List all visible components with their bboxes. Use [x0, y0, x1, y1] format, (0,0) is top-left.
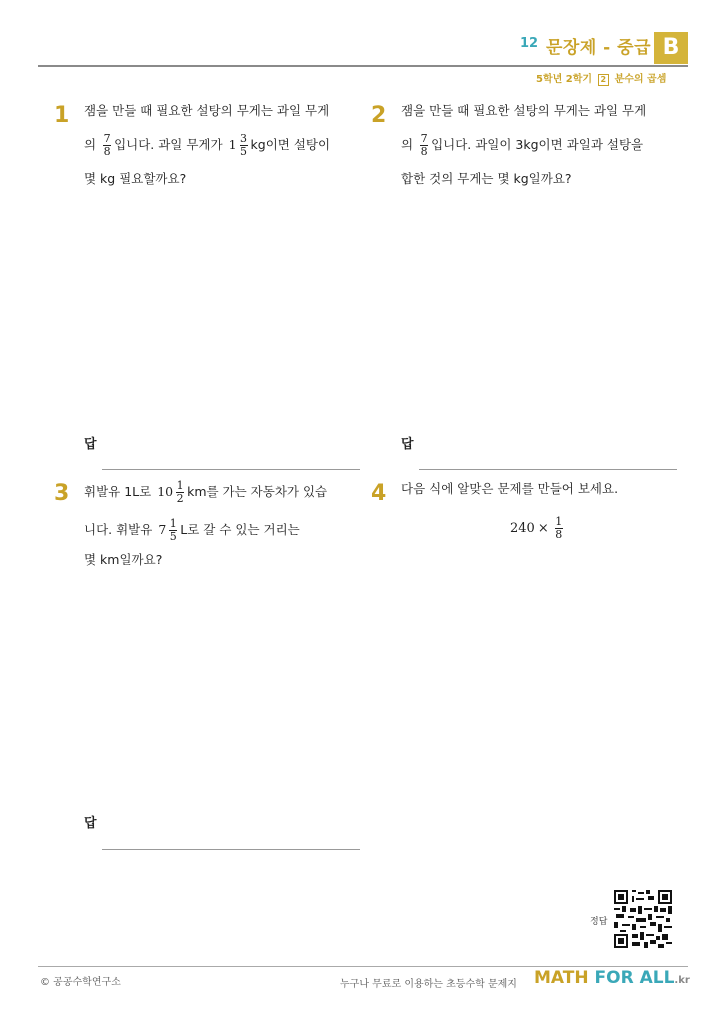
problem-2-line-1: 잼을 만들 때 필요한 설탕의 무게는 과일 무게: [401, 103, 647, 118]
fraction: $\frac{7}{8}$: [103, 132, 111, 158]
mixed-fraction: $\frac{1}{2}$: [176, 479, 184, 505]
problem-4-expression: 240 × $\frac{1}{8}$: [510, 515, 563, 541]
problem-2-text: [401, 96, 686, 194]
footer-tagline: 누구나 무료로 이용하는 초등수학 문제지: [340, 979, 517, 990]
problem-3-line-1: 휘발유 1L로 10 $\frac{1}{2}$ km를 가는 자동차가 있습: [84, 479, 328, 505]
answer-line-2[interactable]: [419, 469, 677, 470]
problem-3-line-2: 니다. 휘발유 7 $\frac{1}{5}$ L로 갈 수 있는 거리는: [84, 517, 300, 543]
unit-number: 2: [598, 74, 610, 86]
problem-1-text: [84, 96, 364, 194]
problem-3-line-3: 몇 km일까요?: [84, 552, 163, 567]
problem-1-line-1: 잼을 만들 때 필요한 설탕의 무게는 과일 무게: [84, 103, 330, 118]
problem-3-text: [84, 477, 374, 575]
unit-label: 분수의 곱셈: [614, 74, 667, 85]
answer-line-1[interactable]: [102, 469, 360, 470]
answer-line-3[interactable]: [102, 849, 360, 850]
footer-divider: [38, 966, 688, 967]
worksheet-title: 문장제 - 중급: [546, 38, 652, 58]
page-number: 12: [520, 36, 539, 51]
copyright: © 공공수학연구소: [40, 977, 121, 988]
problem-number-2: 2: [371, 103, 387, 128]
problem-1-line-3: 몇 kg 필요할까요?: [84, 171, 187, 186]
grade-label: 5학년 2학기: [536, 74, 593, 85]
answer-label-3: 답: [84, 816, 97, 831]
answer-key-label: 정답: [590, 917, 608, 927]
problem-number-4: 4: [371, 481, 387, 506]
problem-4-text: [401, 474, 686, 504]
problem-number-3: 3: [54, 481, 70, 506]
answer-label-1: 답: [84, 437, 97, 452]
fraction: $\frac{1}{8}$: [555, 515, 563, 541]
fraction: $\frac{7}{8}$: [420, 132, 428, 158]
problem-2-line-3: 합한 것의 무게는 몇 kg일까요?: [401, 171, 572, 186]
mixed-fraction: $\frac{1}{5}$: [169, 517, 177, 543]
header-divider: [38, 65, 688, 67]
qr-code-icon[interactable]: [614, 890, 672, 948]
mixed-fraction: $\frac{3}{5}$: [240, 132, 248, 158]
level-badge: B: [654, 32, 688, 64]
brand-logo[interactable]: MATH FOR ALL.kr: [534, 968, 690, 988]
problem-number-1: 1: [54, 103, 70, 128]
problem-4-line-1: 다음 식에 알맞은 문제를 만들어 보세요.: [401, 481, 619, 496]
worksheet-subtitle: [536, 70, 666, 86]
answer-label-2: 답: [401, 437, 414, 452]
problem-2-line-2: 의 $\frac{7}{8}$ 입니다. 과일이 3kg이면 과일과 설탕을: [401, 132, 644, 158]
problem-1-line-2: 의 $\frac{7}{8}$ 입니다. 과일 무게가 1 $\frac{3}{5}$ kg이면 설탕이: [84, 132, 331, 158]
